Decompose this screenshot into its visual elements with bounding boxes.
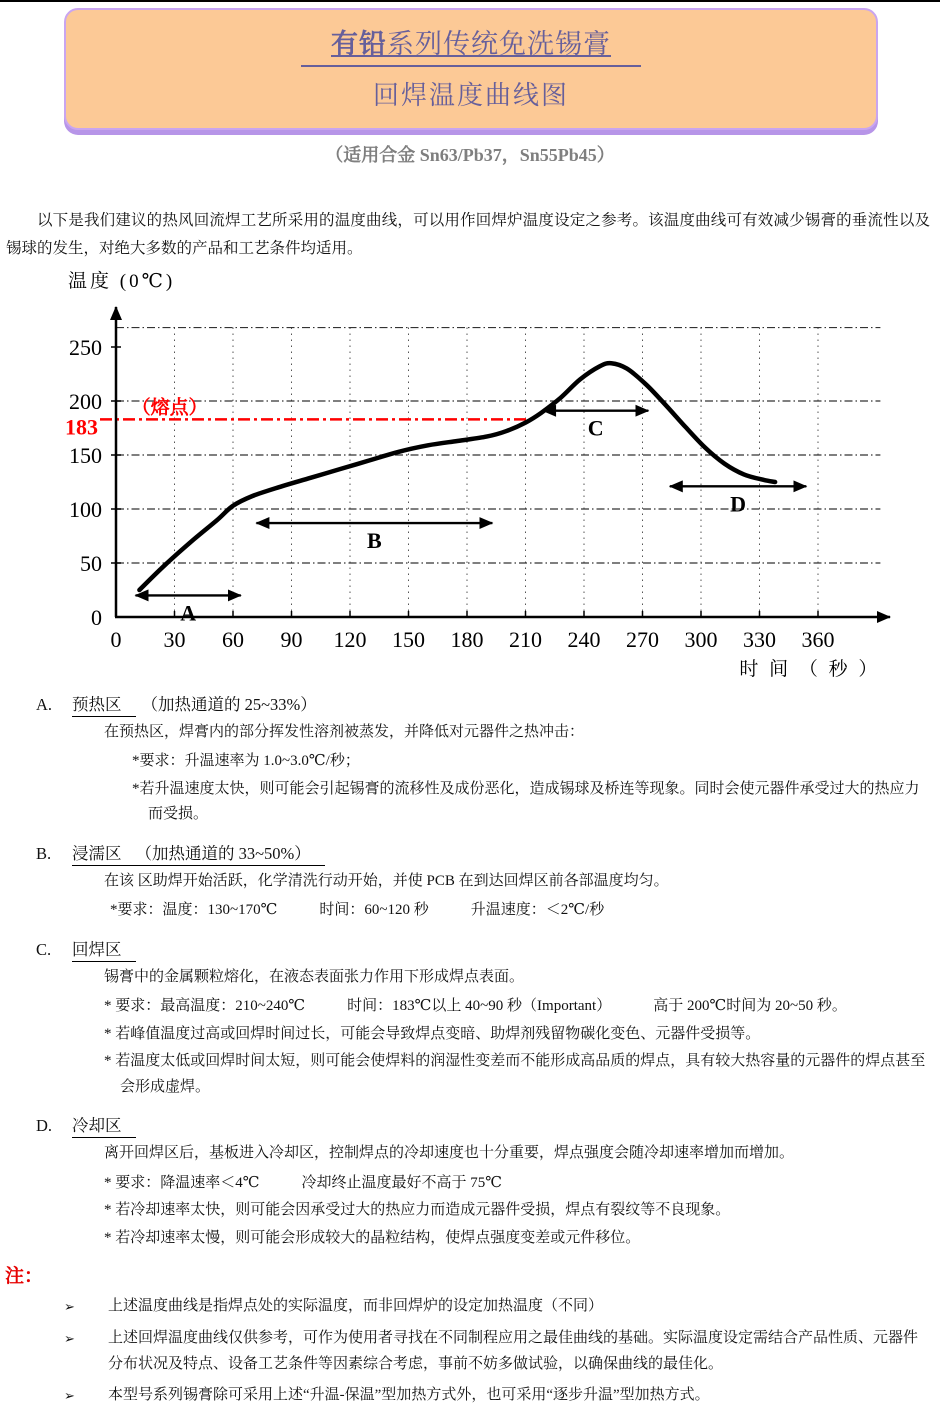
gridlines xyxy=(116,327,880,615)
note-items xyxy=(0,1293,940,1408)
zone-sections xyxy=(0,691,940,1252)
zone-section-C xyxy=(0,936,940,1101)
zone-heading xyxy=(36,840,940,864)
zone-title: 冷却区 xyxy=(72,1116,136,1138)
zone-bullet-segment: 冷却终止温度最好不高于 75℃ xyxy=(301,1174,503,1191)
note-text: 上述温度曲线是指焊点处的实际温度，而非回焊炉的设定加热温度（不同） xyxy=(108,1298,604,1315)
zone-title: 浸濡区 xyxy=(72,843,122,863)
notes-label: 注： xyxy=(5,1266,44,1288)
zone-letter: C. xyxy=(36,939,52,959)
title-banner xyxy=(64,8,878,130)
temperature-curve xyxy=(139,363,775,590)
y-tick-label: 250 xyxy=(69,334,102,360)
arrow-bullet-icon: ➢ xyxy=(64,1330,75,1346)
zone-label-A: A xyxy=(180,600,197,626)
x-tick-label: 180 xyxy=(450,626,484,652)
x-tick-label: 270 xyxy=(626,626,659,652)
x-tick-label: 150 xyxy=(392,626,425,652)
zone-description: 锡膏中的金属颗粒熔化，在液态表面张力作用下形成焊点表面。 xyxy=(104,968,525,985)
zone-heading xyxy=(36,691,940,715)
zone-title-underlined xyxy=(72,844,325,866)
title-rest-part: 系列传统免洗锡膏 xyxy=(387,29,611,59)
zone-description: 在该 区助焊开始活跃，化学清洗行动开始，并使 PCB 在到达回焊区前各部温度均匀。 xyxy=(104,872,669,889)
y-axis-title: 温度 (0℃) xyxy=(68,270,176,292)
x-tick-label: 360 xyxy=(801,626,835,652)
arrow-bullet-icon: ➢ xyxy=(64,1299,75,1315)
zone-body xyxy=(104,720,930,828)
zone-bullet-segment: *要求：升温速率为 1.0~3.0℃/秒； xyxy=(132,753,360,770)
zone-section-D xyxy=(0,1112,940,1251)
zone-description: 离开回焊区后，基板进入冷却区，控制焊点的冷却速度也十分重要，焊点强度会随冷却速率增加而增加。 xyxy=(104,1145,795,1162)
zone-bullet-segment: 时间：60~120 秒 xyxy=(319,902,429,919)
zone-bullet xyxy=(110,898,930,924)
x-axis-title: 时 间 （ 秒 ） xyxy=(739,658,881,680)
zone-section-B xyxy=(0,840,940,924)
note-text: 本型号系列锡膏除可采用上述“升温-保温”型加热方式外，也可采用“逐步升温”型加热方式。 xyxy=(108,1387,710,1404)
zone-body xyxy=(104,1141,930,1251)
zone-bullet-segment: * 要求：降温速率＜4℃ xyxy=(104,1174,260,1191)
y-tick-label: 150 xyxy=(69,442,102,468)
zone-bullet xyxy=(104,1198,930,1224)
zone-label-D: D xyxy=(730,491,746,517)
note-item xyxy=(64,1293,930,1319)
zone-bullet xyxy=(104,1049,930,1100)
x-tick-label: 30 xyxy=(163,626,186,652)
zone-description: 在预热区，焊膏内的部分挥发性溶剂被蒸发，并降低对元器件之热冲击： xyxy=(104,723,585,740)
title-bold-part: 有铅 xyxy=(331,29,387,59)
zone-bullet-segment: * 若冷却速率太慢，则可能会形成较大的晶粒结构，使焊点强度变差或元件移位。 xyxy=(104,1229,641,1246)
note-item xyxy=(64,1325,930,1378)
zone-bullet-segment: * 若温度太低或回焊时间太短，则可能会使焊料的润湿性变差而不能形成高品质的焊点，具有较大热容量的元器件的焊点甚至会形成虚焊。 xyxy=(104,1053,926,1095)
x-tick-label: 120 xyxy=(333,626,367,652)
document-title-line1 xyxy=(66,22,876,67)
zone-letter: D. xyxy=(36,1116,53,1136)
zone-letter: A. xyxy=(36,694,53,714)
zone-heading xyxy=(36,936,940,960)
y-tick-label: 200 xyxy=(69,388,102,414)
zone-bullet xyxy=(132,749,930,775)
title-underline-wrap xyxy=(301,22,641,67)
zone-bullet-segment: * 若峰值温度过高或回焊时间过长，可能会导致焊点变暗、助焊剂残留物碳化变色、元器件受损等。 xyxy=(104,1025,761,1042)
intro-paragraph: 以下是我们建议的热风回流焊工艺所采用的温度曲线，可以用作回焊炉温度设定之参考。该温度曲线可有效减少锡膏的垂流性以及锡球的发生，对绝大多数的产品和工艺条件均适用。 xyxy=(6,212,930,257)
zone-bullet-segment: * 若冷却速率太快，则可能会因承受过大的热应力而造成元器件受损，焊点有裂纹等不良现象。 xyxy=(104,1202,731,1219)
zone-bullet xyxy=(104,1022,930,1048)
zone-title: 预热区 xyxy=(72,695,136,717)
note-text: 上述回焊温度曲线仅供参考，可作为使用者寻找在不同制程应用之最佳曲线的基础。实际温度设定需结合产品性质、元器件分布状况及特点、设备工艺条件等因素综合考虑，事前不妨多做试验，以确保曲线的最佳化。 xyxy=(108,1329,919,1372)
zone-suffix: （加热通道的 25~33%） xyxy=(141,694,317,714)
reflow-temperature-chart xyxy=(38,269,940,679)
x-tick-label: 60 xyxy=(222,626,244,652)
melting-point-label: （熔点） xyxy=(131,397,208,419)
document-title-line2: 回焊温度曲线图 xyxy=(372,81,569,110)
zone-bullet xyxy=(104,1226,930,1252)
y-tick-label: 50 xyxy=(80,550,102,576)
x-tick-label: 240 xyxy=(567,626,601,652)
zone-bullet xyxy=(104,994,930,1020)
melting-point-value: 183 xyxy=(65,414,98,440)
note-item xyxy=(64,1382,930,1408)
zone-suffix: （加热通道的 33~50%） xyxy=(135,843,311,863)
arrow-bullet-icon: ➢ xyxy=(64,1388,75,1404)
x-tick-label: 90 xyxy=(280,626,303,652)
zone-body xyxy=(104,869,930,924)
y-tick-label: 0 xyxy=(91,604,102,630)
zone-bullet-segment: * 要求：最高温度：210~240℃ xyxy=(104,998,306,1015)
x-tick-label: 300 xyxy=(684,626,718,652)
zone-title: 回焊区 xyxy=(72,940,136,962)
x-tick-label: 0 xyxy=(110,626,122,652)
zone-bullet-segment: 高于 200℃时间为 20~50 秒。 xyxy=(653,998,847,1015)
zone-bullet-segment: *要求：温度：130~170℃ xyxy=(110,902,278,919)
zone-letter: B. xyxy=(36,843,52,863)
zone-label-C: C xyxy=(587,415,604,441)
zone-label-B: B xyxy=(367,527,382,553)
zone-heading xyxy=(36,1112,940,1136)
zone-bullet-segment: 升温速度：＜2℃/秒 xyxy=(470,902,605,919)
zone-bullet-segment: 时间：183℃以上 40~90 秒（Important） xyxy=(347,998,612,1015)
zone-section-A xyxy=(0,691,940,828)
x-tick-label: 210 xyxy=(509,626,542,652)
zone-body xyxy=(104,965,930,1101)
zone-bullet xyxy=(132,777,930,828)
alloy-subtitle: （适用合金 Sn63/Pb37，Sn55Pb45） xyxy=(325,145,615,165)
reflow-curve-svg xyxy=(38,269,928,680)
x-tick-label: 330 xyxy=(743,626,776,652)
zone-bullet-segment: *若升温速度太快，则可能会引起锡膏的流移性及成份恶化，造成锡球及桥连等现象。同时会使元器件承受过大的热应力而受损。 xyxy=(132,780,920,823)
zone-bullet xyxy=(104,1171,930,1197)
notes-section xyxy=(0,1261,940,1408)
y-tick-label: 100 xyxy=(69,496,102,522)
